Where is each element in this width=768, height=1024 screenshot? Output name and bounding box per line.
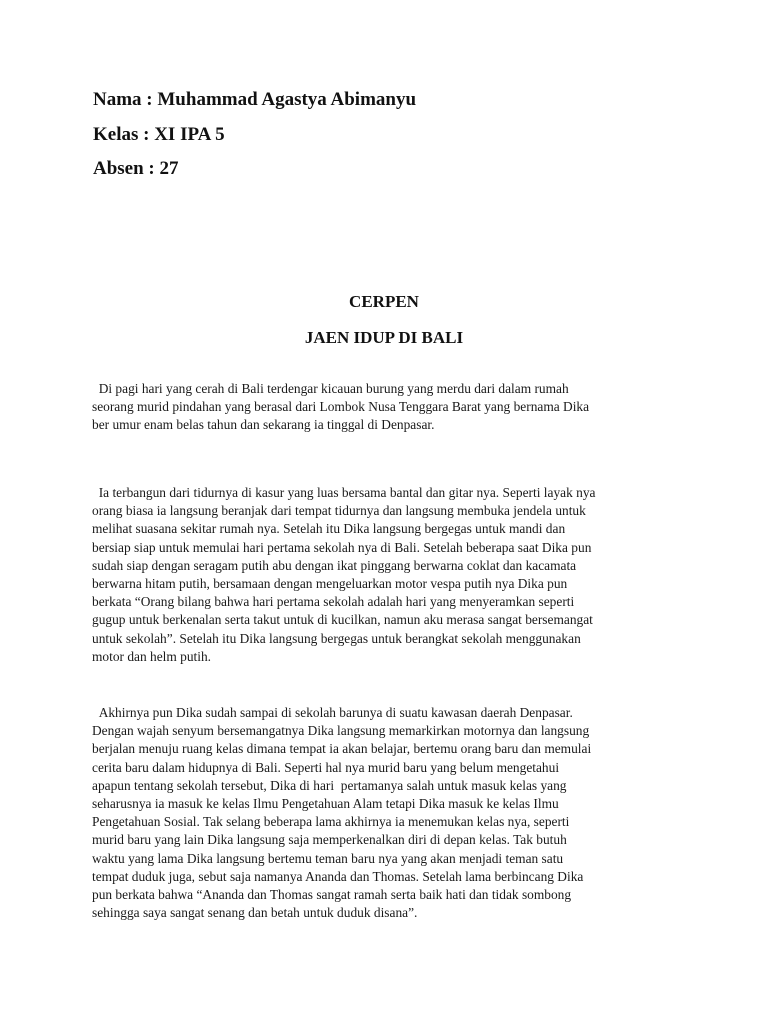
paragraph-line: sudah siap dengan seragam putih abu dengan ikat pinggang berwarna coklat dan kacamata [92, 557, 577, 573]
paragraph-line: Akhirnya pun Dika sudah sampai di sekolah barunya di suatu kawasan daerah Denpasar. [92, 705, 573, 720]
paragraph-line: Ia terbangun dari tidurnya di kasur yang luas bersama bantal dan gitar nya. Seperti layak nya [92, 485, 596, 500]
paragraph-line: Pengetahuan Sosial. Tak selang beberapa lama akhirnya ia menemukan kelas nya, seperti [92, 814, 570, 830]
paragraph-line: berkata “Orang bilang bahwa hari pertama sekolah adalah hari yang menyeramkan seperti [92, 594, 575, 610]
paragraph-line: orang biasa ia langsung beranjak dari tempat tidurnya dan langsung membuka jendela untuk [92, 503, 586, 519]
paragraph-3 [92, 704, 692, 922]
paragraph-line: cerita baru dalam hidupnya di Bali. Seperti hal nya murid baru yang belum mengetahui [92, 759, 560, 775]
paragraph-line: untuk sekolah”. Setelah itu Dika langsung bergegas untuk berangkat sekolah menggunakan [92, 630, 581, 646]
paragraph-line: seharusnya ia masuk ke kelas Ilmu Pengetahuan Alam tetapi Dika masuk ke kelas Ilmu [92, 796, 559, 812]
paragraph-line: sehingga saya sangat senang dan betah untuk duduk disana”. [92, 905, 418, 921]
student-name: Nama : Muhammad Agastya Abimanyu [93, 89, 417, 110]
genre-title: CERPEN [349, 292, 419, 311]
paragraph-line: murid baru yang lain Dika langsung saja memperkenalkan diri di depan kelas. Tak butuh [92, 832, 567, 848]
paragraph-line: tempat duduk juga, sebut saja namanya Ananda dan Thomas. Setelah lama berbincang Dika [92, 868, 584, 884]
paragraph-line: waktu yang lama Dika langsung bertemu teman baru nya yang akan menjadi teman satu [92, 850, 564, 866]
paragraph-line: bersiap siap untuk memulai hari pertama sekolah nya di Bali. Setelah beberapa saat Dika pun [92, 539, 592, 555]
paragraph-line: apapun tentang sekolah tersebut, Dika di hari pertamanya salah untuk masuk kelas yang [92, 777, 567, 793]
paragraph-line: berjalan menuju ruang kelas dimana tempat ia akan belajar, bertemu orang baru dan memulai [92, 741, 592, 757]
student-absen: Absen : 27 [93, 158, 179, 179]
paragraph-2 [92, 484, 692, 666]
paragraph-line: motor dan helm putih. [92, 648, 212, 664]
paragraph-line: pun berkata bahwa “Ananda dan Thomas sangat ramah serta baik hati dan tidak sombong [92, 887, 572, 903]
paragraph-line: ber umur enam belas tahun dan sekarang ia tinggal di Denpasar. [92, 417, 435, 433]
student-class: Kelas : XI IPA 5 [93, 124, 225, 145]
paragraph-line: berwarna hitam putih, bersamaan dengan mengeluarkan motor vespa putih nya Dika pun [92, 576, 568, 592]
paragraph-line: seorang murid pindahan yang berasal dari Lombok Nusa Tenggara Barat yang bernama Dika [92, 399, 590, 415]
paragraph-line: melihat suasana sekitar rumah nya. Setelah itu Dika langsung bergegas untuk mandi dan [92, 521, 566, 537]
story-title: JAEN IDUP DI BALI [304, 328, 464, 347]
paragraph-line: Di pagi hari yang cerah di Bali terdengar kicauan burung yang merdu dari dalam rumah [92, 381, 569, 396]
paragraph-line: Dengan wajah senyum bersemangatnya Dika langsung memarkirkan motornya dan langsung [92, 723, 590, 739]
paragraph-1 [92, 380, 692, 435]
paragraph-line: gugup untuk berkenalan serta takut untuk di kucilkan, namun aku merasa sangat bersemangat [92, 612, 593, 628]
